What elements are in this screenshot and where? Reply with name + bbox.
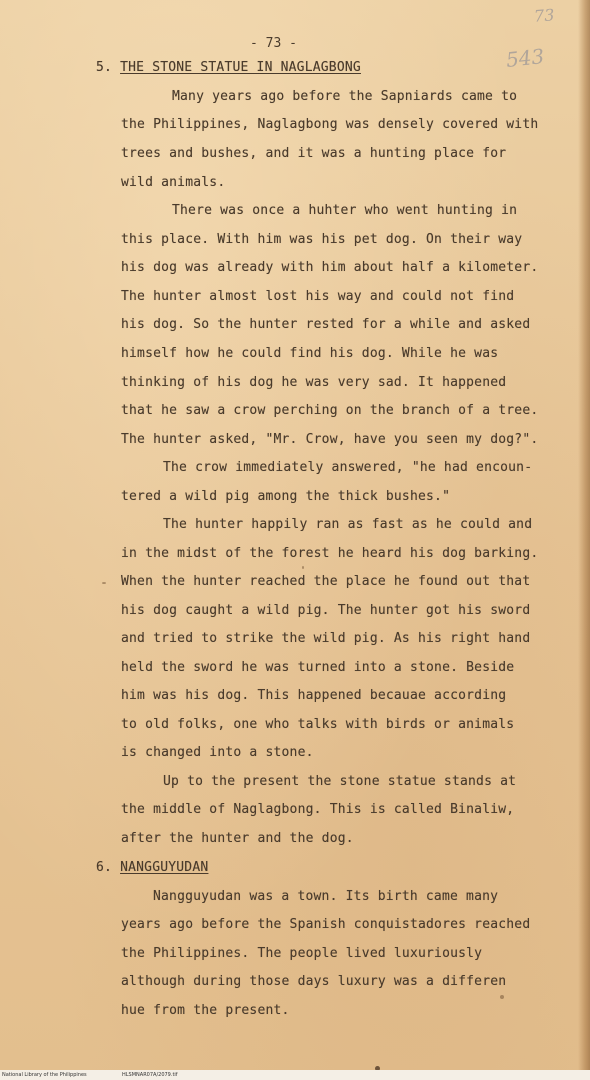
body-line: held the sword he was turned into a stone. Beside — [121, 660, 515, 675]
body-line: in the midst of the forest he heard his dog barking. — [121, 546, 539, 561]
paper-speck — [102, 582, 106, 584]
handwritten-page-mark: 73 — [533, 5, 555, 26]
body-line: The hunter asked, "Mr. Crow, have you seen my dog?". — [121, 432, 539, 447]
body-line: his dog caught a wild pig. The hunter got his sword — [121, 603, 531, 618]
body-line: Many years ago before the Sapniards came to — [172, 89, 518, 104]
body-line: to old folks, one who talks with birds or animals — [121, 717, 515, 732]
body-line: after the hunter and the dog. — [121, 831, 354, 846]
paper-speck — [302, 566, 304, 569]
footer-filename: HLSMNAR07A/2079.tif — [122, 1072, 178, 1078]
footer-source: National Library of the Philippines — [2, 1072, 87, 1078]
body-line: the Philippines, Naglagbong was densely covered with — [121, 117, 539, 132]
body-line: There was once a huhter who went hunting in — [172, 203, 518, 218]
body-line: is changed into a stone. — [121, 745, 314, 760]
body-line: hue from the present. — [121, 1003, 290, 1018]
section-5-heading — [96, 60, 361, 75]
handwritten-folio-number: 543 — [504, 44, 546, 72]
body-line: Up to the present the stone statue stands at — [163, 774, 517, 789]
body-line: tered a wild pig among the thick bushes." — [121, 489, 451, 504]
body-line: thinking of his dog he was very sad. It happened — [121, 375, 507, 390]
body-line: the Philippines. The people lived luxuriously — [121, 946, 483, 961]
body-line: his dog was already with him about half a kilometer. — [121, 260, 539, 275]
section-6-heading — [96, 860, 208, 875]
body-line: trees and bushes, and it was a hunting place for — [121, 146, 507, 161]
page-edge-shadow — [578, 0, 590, 1080]
body-line: although during those days luxury was a differen — [121, 974, 507, 989]
section-title: NANGGUYUDAN — [120, 860, 209, 875]
body-line: When the hunter reached the place he found out that — [121, 574, 531, 589]
body-line: the middle of Naglagbong. This is called Binaliw, — [121, 802, 515, 817]
body-line: Nangguyudan was a town. Its birth came many — [153, 889, 499, 904]
body-line: himself how he could find his dog. While he was — [121, 346, 499, 361]
page-number: - 73 - — [250, 36, 297, 51]
section-number: 6. — [96, 860, 113, 875]
body-line: this place. With him was his pet dog. On their way — [121, 232, 523, 247]
section-title: THE STONE STATUE IN NAGLAGBONG — [120, 60, 361, 75]
scan-footer-bar — [0, 1070, 590, 1080]
body-line: and tried to strike the wild pig. As his right hand — [121, 631, 531, 646]
body-line: The crow immediately answered, "he had encoun- — [163, 460, 533, 475]
body-line: The hunter happily ran as fast as he could and — [163, 517, 533, 532]
body-line: that he saw a crow perching on the branch of a tree. — [121, 403, 539, 418]
body-line: his dog. So the hunter rested for a while and asked — [121, 317, 531, 332]
body-line: years ago before the Spanish conquistadores reached — [121, 917, 531, 932]
section-number: 5. — [96, 60, 113, 75]
body-line: The hunter almost lost his way and could not find — [121, 289, 515, 304]
paper-speck — [500, 995, 504, 999]
body-line: wild animals. — [121, 175, 226, 190]
body-line: him was his dog. This happened becauae according — [121, 688, 507, 703]
